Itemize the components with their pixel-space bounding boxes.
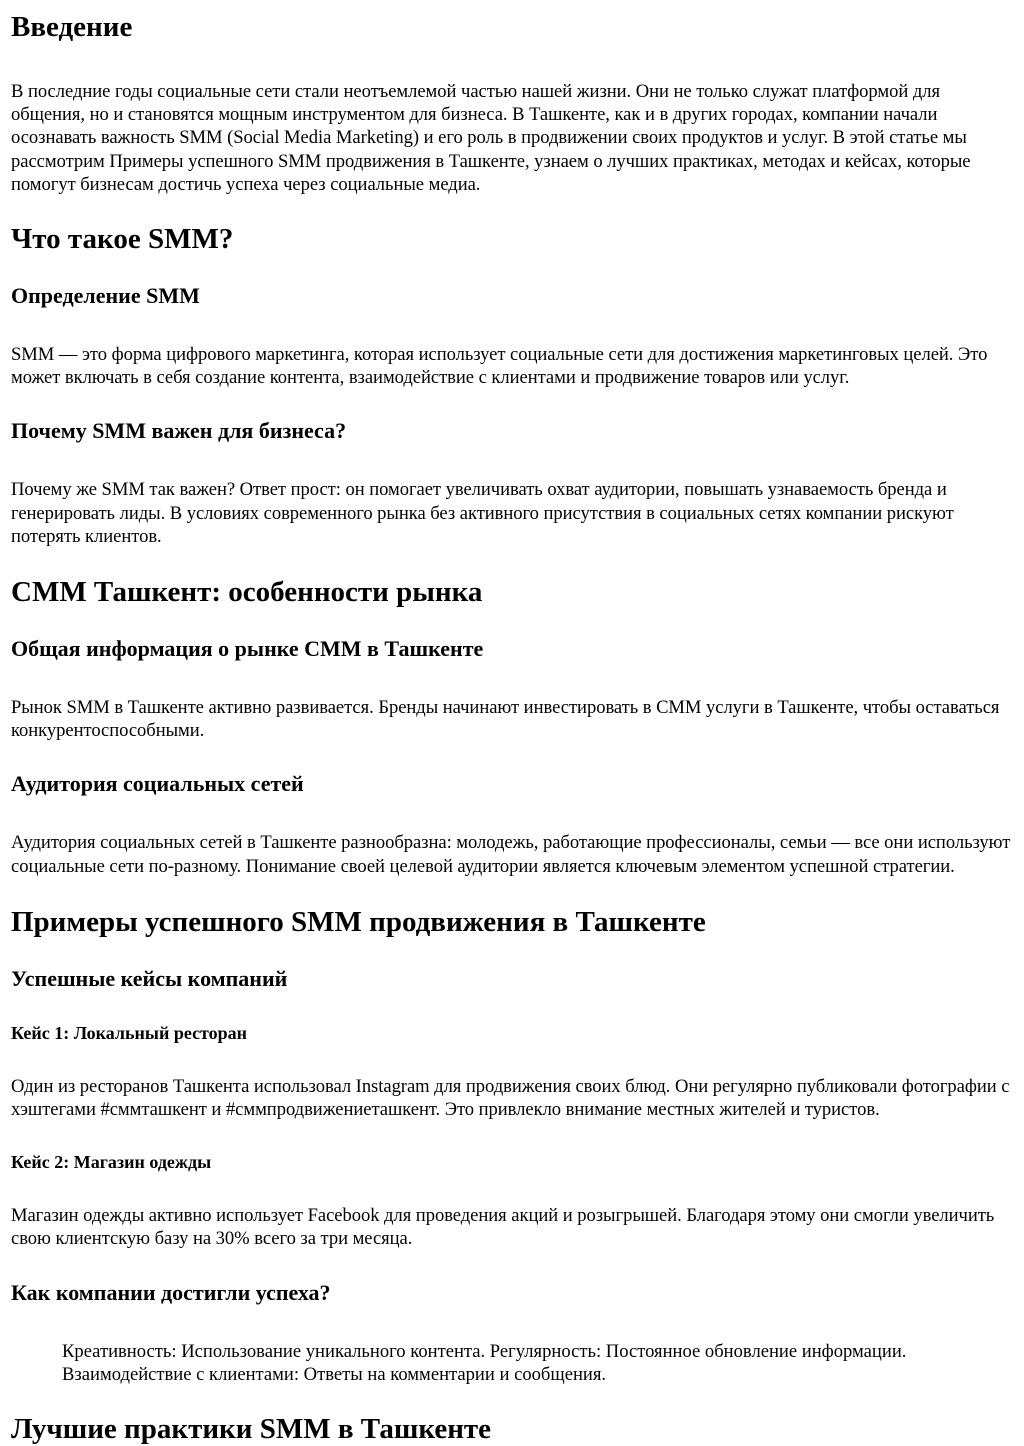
case1-paragraph: Один из ресторанов Ташкента использовал Instagram для продвижения своих блюд. Они регулярно публиковали фотографии с хэштегами #сммташкент и #сммпродвижениеташкент. Это привлекло внимание местных жителей и туристов. bbox=[11, 1075, 1010, 1121]
what-is-smm-heading: Что такое SMM? bbox=[11, 223, 234, 256]
case1-heading: Кейс 1: Локальный ресторан bbox=[11, 1022, 248, 1043]
smm-definition-heading: Определение SMM bbox=[11, 283, 200, 309]
how-success-quote: Креативность: Использование уникального контента. Регулярность: Постоянное обновление информации. Взаимодействие с клиентами: Ответы на комментарии и сообщения. bbox=[62, 1340, 907, 1385]
audience-heading: Аудитория социальных сетей bbox=[11, 771, 304, 797]
cases-heading: Успешные кейсы компаний bbox=[11, 965, 288, 991]
how-success-heading: Как компании достигли успеха? bbox=[11, 1279, 331, 1305]
why-smm-heading: Почему SMM важен для бизнеса? bbox=[11, 418, 347, 444]
case2-paragraph: Магазин одежды активно использует Facebook для проведения акций и розыгрышей. Благодаря этому они смогли увеличить свою клиентскую базу на 30% всего за три месяца. bbox=[11, 1205, 995, 1250]
examples-heading: Примеры успешного SMM продвижения в Ташкенте bbox=[11, 905, 706, 938]
market-general-heading: Общая информация о рынке СММ в Ташкенте bbox=[11, 636, 484, 662]
market-general-paragraph: Рынок SMM в Ташкенте активно развивается. Бренды начинают инвестировать в СММ услуги в Ташкенте, чтобы оставаться конкурентоспособными. bbox=[11, 697, 1000, 742]
audience-paragraph: Аудитория социальных сетей в Ташкенте разнообразна: молодежь, работающие профессионалы, семьи — все они используют социальные сети по-разному. Понимание своей целевой аудитории является ключевым элементом успешной стратегии. bbox=[11, 832, 1011, 877]
case2-heading: Кейс 2: Магазин одежды bbox=[11, 1152, 212, 1173]
best-practices-heading: Лучшие практики SMM в Ташкенте bbox=[11, 1413, 492, 1446]
market-heading: СММ Ташкент: особенности рынка bbox=[11, 576, 483, 609]
intro-heading: Введение bbox=[11, 11, 133, 43]
why-smm-paragraph: Почему же SMM так важен? Ответ прост: он помогает увеличивать охват аудитории, повышать узнаваемость бренда и генерировать лиды. В условиях современного рынка без активного присутствия в социальных сетях компании рискуют потерять клиентов. bbox=[11, 479, 954, 547]
smm-definition-paragraph: SMM — это форма цифрового маркетинга, которая использует социальные сети для достижения маркетинговых целей. Это может включать в себя создание контента, взаимодействие с клиентами и продвижение товаров или услуг. bbox=[11, 344, 988, 389]
intro-paragraph: В последние годы социальные сети стали неотъемлемой частью нашей жизни. Они не только служат платформой для общения, но и становятся мощным инструментом для бизнеса. В Ташкенте, как и в других городах, компании начали осознавать важность SMM (Social Media Marketing) и его роль в продвижении своих продуктов и услуг. В этой статье мы рассмотрим Примеры успешного SMM продвижения в Ташкенте, узнаем о лучших практиках, методах и кейсах, которые помогут бизнесам достичь успеха через социальные медиа. bbox=[11, 81, 971, 195]
